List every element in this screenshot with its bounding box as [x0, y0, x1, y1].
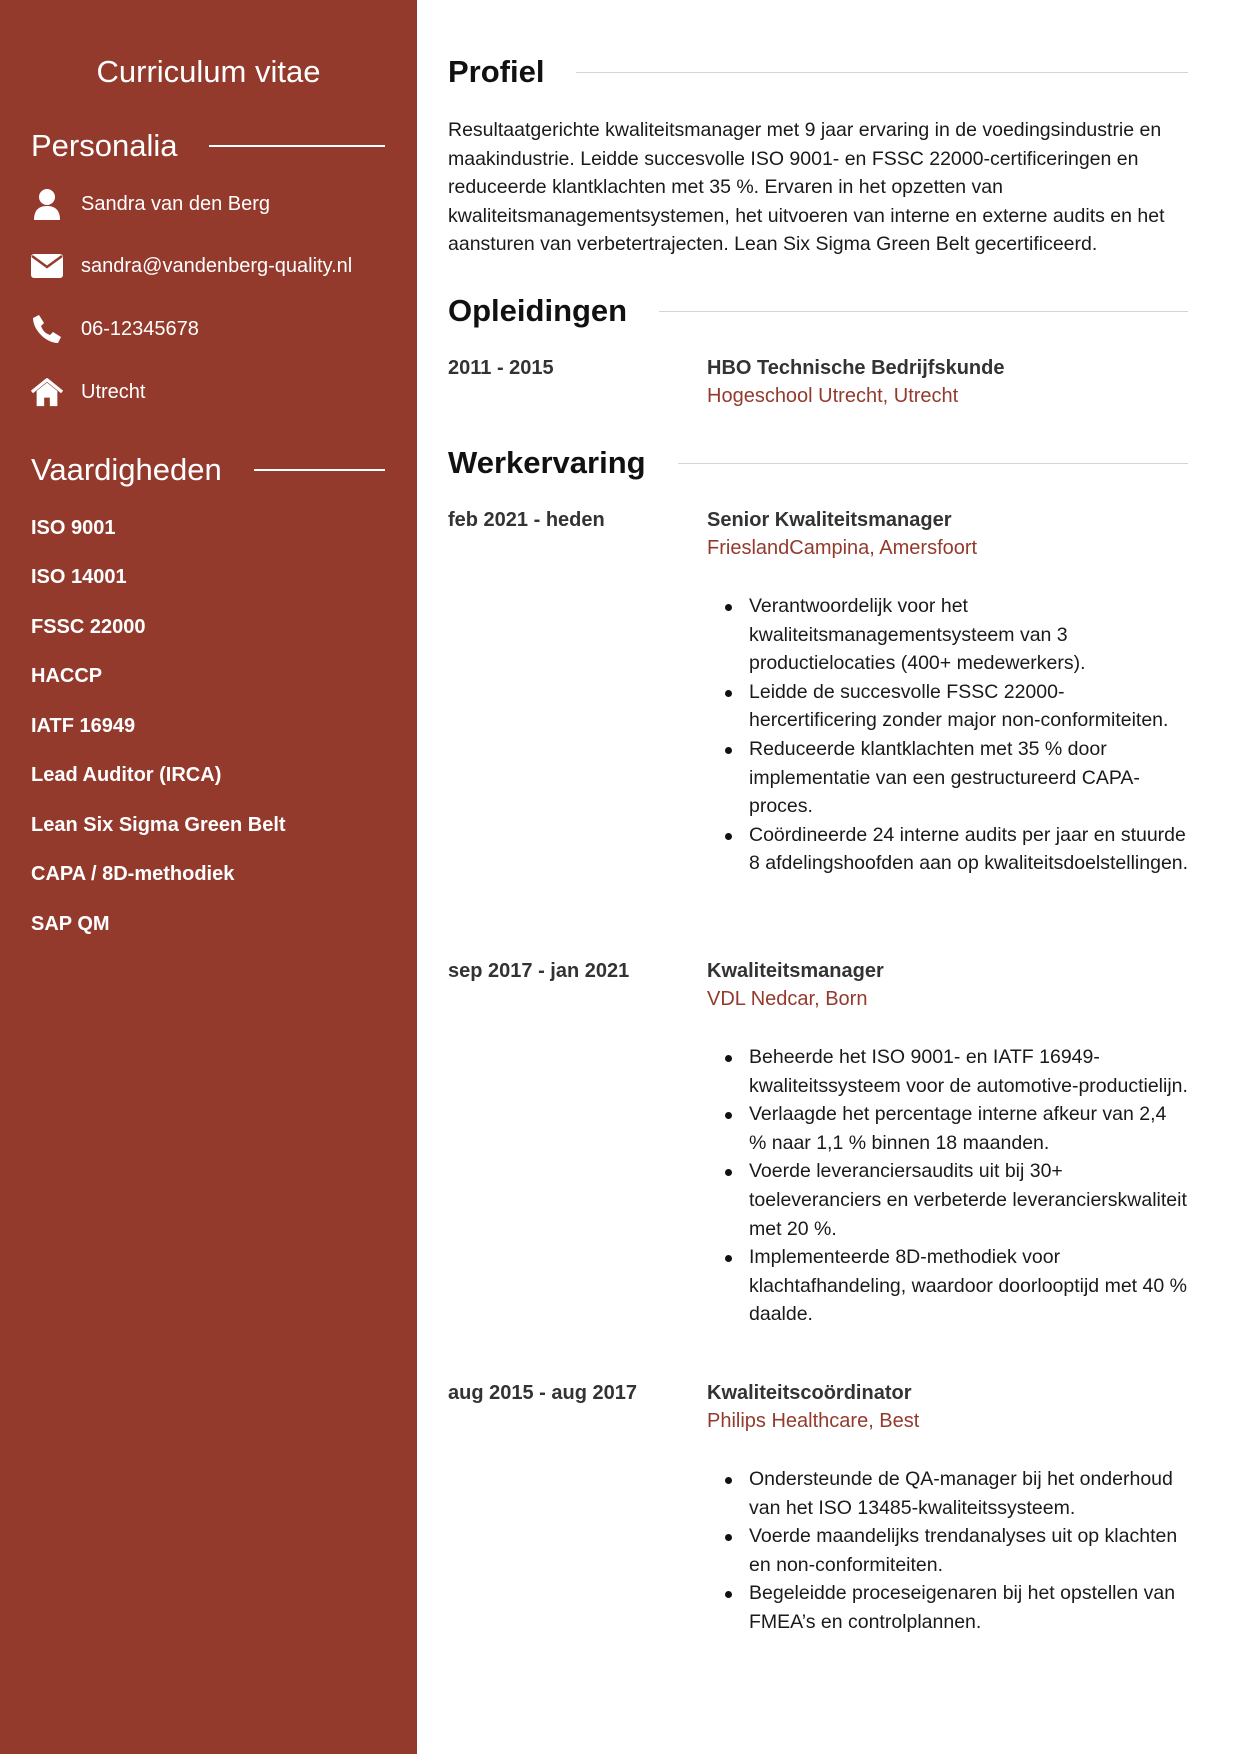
envelope-icon: [31, 250, 63, 282]
sidebar: [0, 0, 417, 1754]
experience-heading-label: Werkervaring: [448, 445, 646, 480]
skills-heading: [31, 450, 385, 490]
contact-city: [31, 375, 145, 409]
education-period: 2011 - 2015: [448, 357, 554, 379]
job-role: Kwaliteitscoördinator: [707, 1382, 912, 1404]
contact-email[interactable]: [31, 249, 352, 283]
skill-item: ISO 9001: [31, 517, 116, 539]
contact-email-text: sandra@vandenberg-quality.nl: [81, 255, 353, 277]
skill-item: Lean Six Sigma Green Belt: [31, 814, 286, 836]
education-divider: [659, 311, 1188, 312]
skill-item: IATF 16949: [31, 715, 136, 737]
job-period: sep 2017 - jan 2021: [448, 960, 630, 982]
job-bullet: Reduceerde klantklachten met 35 % door implementatie van een gestructureerd CAPA-proces.: [749, 735, 1189, 821]
job-bullet: Implementeerde 8D-methodiek voor klachtafhandeling, waardoor doorlooptijd met 40 % daalde.: [749, 1243, 1189, 1329]
job-bullet: Voerde maandelijks trendanalyses uit op klachten en non-conformiteiten.: [749, 1522, 1189, 1579]
profile-divider: [576, 72, 1188, 73]
job-company: FrieslandCampina, Amersfoort: [707, 537, 978, 559]
contact-name: [31, 187, 270, 221]
contact-city-text: Utrecht: [81, 381, 146, 403]
cv-title: Curriculum vitae: [96, 54, 321, 89]
personalia-heading-label: Personalia: [31, 128, 178, 163]
personalia-heading: [31, 126, 385, 166]
job-bullet: Verlaagde het percentage interne afkeur van 2,4 % naar 1,1 % binnen 18 maanden.: [749, 1100, 1189, 1157]
education-heading-label: Opleidingen: [448, 293, 628, 328]
job-bullet: Ondersteunde de QA-manager bij het onderhoud van het ISO 13485-kwaliteitssysteem.: [749, 1465, 1189, 1522]
job-bullets: [749, 592, 1189, 878]
home-icon: [31, 376, 63, 408]
education-institution: Hogeschool Utrecht, Utrecht: [707, 385, 959, 407]
experience-heading: [448, 443, 1188, 483]
contact-phone[interactable]: [31, 312, 199, 346]
job-role: Kwaliteitsmanager: [707, 960, 884, 982]
user-icon: [31, 188, 63, 220]
contact-phone-text: 06-12345678: [81, 318, 199, 340]
job-company: Philips Healthcare, Best: [707, 1410, 920, 1432]
profile-summary: Resultaatgerichte kwaliteitsmanager met 9 jaar ervaring in de voedingsindustrie en maakindustrie. Leidde succesvolle ISO 9001- en FSSC 22000-certificeringen en reduceerde klantklachten met 35 %. Ervaren in het opzetten van kwaliteitsmanagementsystemen, het uitvoeren van interne en externe audits en het aansturen van verbetertrajecten. Lean Six Sigma Green Belt gecertificeerd.: [448, 119, 1165, 256]
job-bullet: Coördineerde 24 interne audits per jaar en stuurde 8 afdelingshoofden aan op kwaliteitsdoelstellingen.: [749, 821, 1189, 878]
job-role: Senior Kwaliteitsmanager: [707, 509, 952, 531]
phone-icon: [31, 313, 63, 345]
skill-item: ISO 14001: [31, 566, 127, 588]
job-bullet: Voerde leveranciersaudits uit bij 30+ toeleveranciers en verbeterde leverancierskwaliteit met 20 %.: [749, 1157, 1189, 1243]
skill-item: FSSC 22000: [31, 616, 146, 638]
job-period: feb 2021 - heden: [448, 509, 605, 531]
experience-divider: [678, 463, 1188, 464]
job-bullet: Verantwoordelijk voor het kwaliteitsmanagementsysteem van 3 productielocaties (400+ medewerkers).: [749, 592, 1189, 678]
skill-item: SAP QM: [31, 913, 110, 935]
skill-item: HACCP: [31, 665, 103, 687]
job-bullets: [749, 1043, 1189, 1329]
personalia-divider: [209, 145, 385, 147]
education-heading: [448, 291, 1188, 331]
job-bullet: Beheerde het ISO 9001- en IATF 16949-kwaliteitssysteem voor de automotive-productielijn.: [749, 1043, 1189, 1100]
skill-item: CAPA / 8D-methodiek: [31, 863, 235, 885]
job-company: VDL Nedcar, Born: [707, 988, 868, 1010]
job-bullet: Leidde de succesvolle FSSC 22000-hercertificering zonder major non-conformiteiten.: [749, 678, 1189, 735]
skill-item: Lead Auditor (IRCA): [31, 764, 222, 786]
skills-divider: [254, 469, 385, 471]
job-bullets: [749, 1465, 1189, 1637]
profile-heading: [448, 52, 1188, 92]
job-bullet: Begeleidde proceseigenaren bij het opstellen van FMEA’s en controlplannen.: [749, 1579, 1189, 1636]
skills-heading-label: Vaardigheden: [31, 452, 222, 487]
education-title: HBO Technische Bedrijfskunde: [707, 357, 1005, 379]
profile-heading-label: Profiel: [448, 54, 545, 89]
job-period: aug 2015 - aug 2017: [448, 1382, 637, 1404]
contact-name-text: Sandra van den Berg: [81, 193, 271, 215]
